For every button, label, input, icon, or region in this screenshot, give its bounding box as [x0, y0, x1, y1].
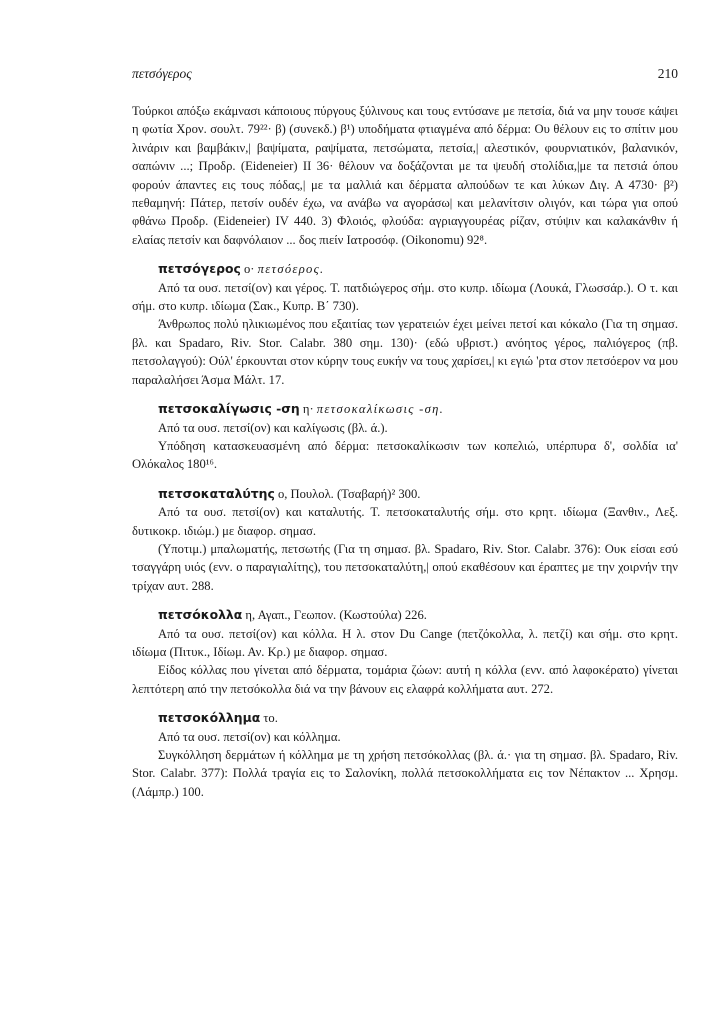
entry-petsokolla — [132, 606, 678, 698]
continuation-paragraph: Τούρκοι απόξω εκάμνασι κάποιους πύργους ξύλινους και τους εντύσανε με πετσία, διά να μην τουσε κάψει η φωτία Χρον. σουλτ. 79²²· β) (συνεκδ.) β¹) υποδήματα φτιαγμένα από δέρμα: Ου θέλουν εις το σπίτιν μου λινάριν και βαμβάκιν,| βαψίματα, ραψίματα, πετσώματα, πετσία,| αλεστικόν, φουρνιατικόν, βαλανικόν, σαπώνιν ...; Προδρ. (Eideneier) ΙΙ 36· θέλουν να δοξάζονται με τα ψευδή στολίδια,|με τα πετσιά όπου φορούν άπαντες εις τους πόδας,| με τα μαλλιά και δέρματα αλπούδων τε και λύκων Διγ. Α 4730· β²) πεθαμηνή: Πάτερ, πετσίν ουδέν έχω, να ανάβω να αγοράσω| και μελανίτσιν ολιγόν, και τώρα για οπού φθάνω Προδρ. (Eideneier) IV 440. 3) Φλοιός, φλούδα: αγριαγγουρέας ρίζαν, στύψιν και καλακάνθιν ή ελαίας πετσίν και δαφνόλαιον ... δος πιείν Ιατροσόφ. (Oikonomu) 92⁸. — [132, 104, 678, 247]
entry-petsokatalytis — [132, 485, 678, 595]
page-header — [132, 66, 678, 84]
entry-headword: πετσοκαλίγωσις -ση — [158, 401, 300, 417]
entry-head-rest: ο, Πουλολ. (Τσαβαρή)² 300. — [274, 486, 421, 501]
entry-petsokaligosis — [132, 400, 678, 474]
entry-headword: πετσόκολλα — [158, 607, 243, 623]
entry-etymology: Από τα ουσ. πετσί(ον) και γέρος. Τ. πατδιώγερος σήμ. στο κυπρ. ιδίωμα (Λουκά, Γλωσσάρ.). Ο τ. και σήμ. στο κυπρ. ιδίωμα (Σακ., Κυπρ. Β΄ 730). — [132, 280, 678, 314]
entry-headword: πετσόγερος — [158, 261, 241, 277]
page-number: 210 — [657, 66, 678, 81]
entry-headword: πετσοκαταλύτης — [158, 485, 275, 501]
entry-variant: πετσοκαλίκωσις -ση. — [316, 402, 445, 417]
entry-variant: πετσόερος. — [257, 262, 325, 277]
entry-etymology: Από τα ουσ. πετσί(ον) και κόλλα. Η λ. στον Du Cange (πετζόκολλα, λ. πετζί) και σήμ. στο κρητ. ιδίωμα (Πιτυκ., Ιδίωμ. Αν. Κρ.) με διαφορ. σημασ. — [132, 626, 678, 659]
entry-definition: Υπόδηση κατασκευασμένη από δέρμα: πετσοκαλίκωσιν των κοπελιώ, υπέρπυρα δ', σολδία ια' Ολόκαλος 180¹⁶. — [132, 438, 678, 472]
entry-headword: πετσοκόλλημα — [158, 710, 261, 726]
entry-definition: Είδος κόλλας που γίνεται από δέρματα, τομάρια ζώων: αυτή η κόλλα (ενν. από λαφοκέρατο) γίνεται λεπτότερη από την πετσόκολλα διά να την βάνουν εις ελαφρά κολλήματα αυτ. 272. — [132, 663, 678, 696]
entry-etymology: Από τα ουσ. πετσί(ον) και κόλλημα. — [158, 729, 341, 744]
entry-head-rest: η· — [299, 402, 317, 417]
entry-petsokollima — [132, 709, 678, 801]
running-head: πετσόγερος — [132, 66, 192, 81]
entry-head-rest: ο· — [240, 262, 258, 277]
entry-head-rest: η, Αγαπ., Γεωπον. (Κωστούλα) 226. — [242, 608, 427, 623]
entry-etymology: Από τα ουσ. πετσί(ον) και καταλυτής. Τ. πετσοκαταλυτής σήμ. στο κρητ. ιδίωμα (Ξανθιν., Λεξ. δυτικοκρ. ιδιώμ.) με διαφορ. σημασ. — [132, 505, 678, 538]
entry-definition: Άνθρωπος πολύ ηλικιωμένος που εξαιτίας των γερατειών έχει μείνει πετσί και κόκαλο (Για τη σημασ. βλ. και Spadaro, Riv. Stor. Calabr. 380 σημ. 130)· (εδώ υβριστ.) ανόητος γέρος, παλιόγερος (πβ. πετσολαγγού): Ούλ' έρκουνται στον κύρην τους ευκήν να τους χαρίσει,| κι εγιώ 'ρτα στον πετσόερον να μου παραλαλήσει Άσμα Μάλτ. 17. — [132, 317, 678, 387]
entry-petsogeros — [132, 260, 678, 389]
entry-definition: Συγκόλληση δερμάτων ή κόλλημα με τη χρήση πετσόκολλας (βλ. ά.· για τη σημασ. βλ. Spadaro, Riv. Stor. Calabr. 377): Πολλά τραγία εις το Σαλονίκη, πολλά πετσοκολλήματα εις τον Νέπακτον ... Χρησμ. (Λάμπρ.) 100. — [132, 748, 678, 799]
entry-head-rest: το. — [260, 711, 278, 726]
entry-etymology: Από τα ουσ. πετσί(ον) και καλίγωσις (βλ. ά.). — [158, 420, 388, 435]
dictionary-body — [132, 102, 678, 801]
entry-definition: (Υποτιμ.) μπαλωματής, πετσωτής (Για τη σημασ. βλ. Spadaro, Riv. Stor. Calabr. 376): Ουκ είσαι εσύ τσαγγάρη υιός (ενν. ο παραγιαλίτης), του πετσοκαταλύτη,| οπού εκαθέσουν και έραπτες με την χοιρνήν την τρίχαν αυτ. 288. — [132, 541, 678, 593]
